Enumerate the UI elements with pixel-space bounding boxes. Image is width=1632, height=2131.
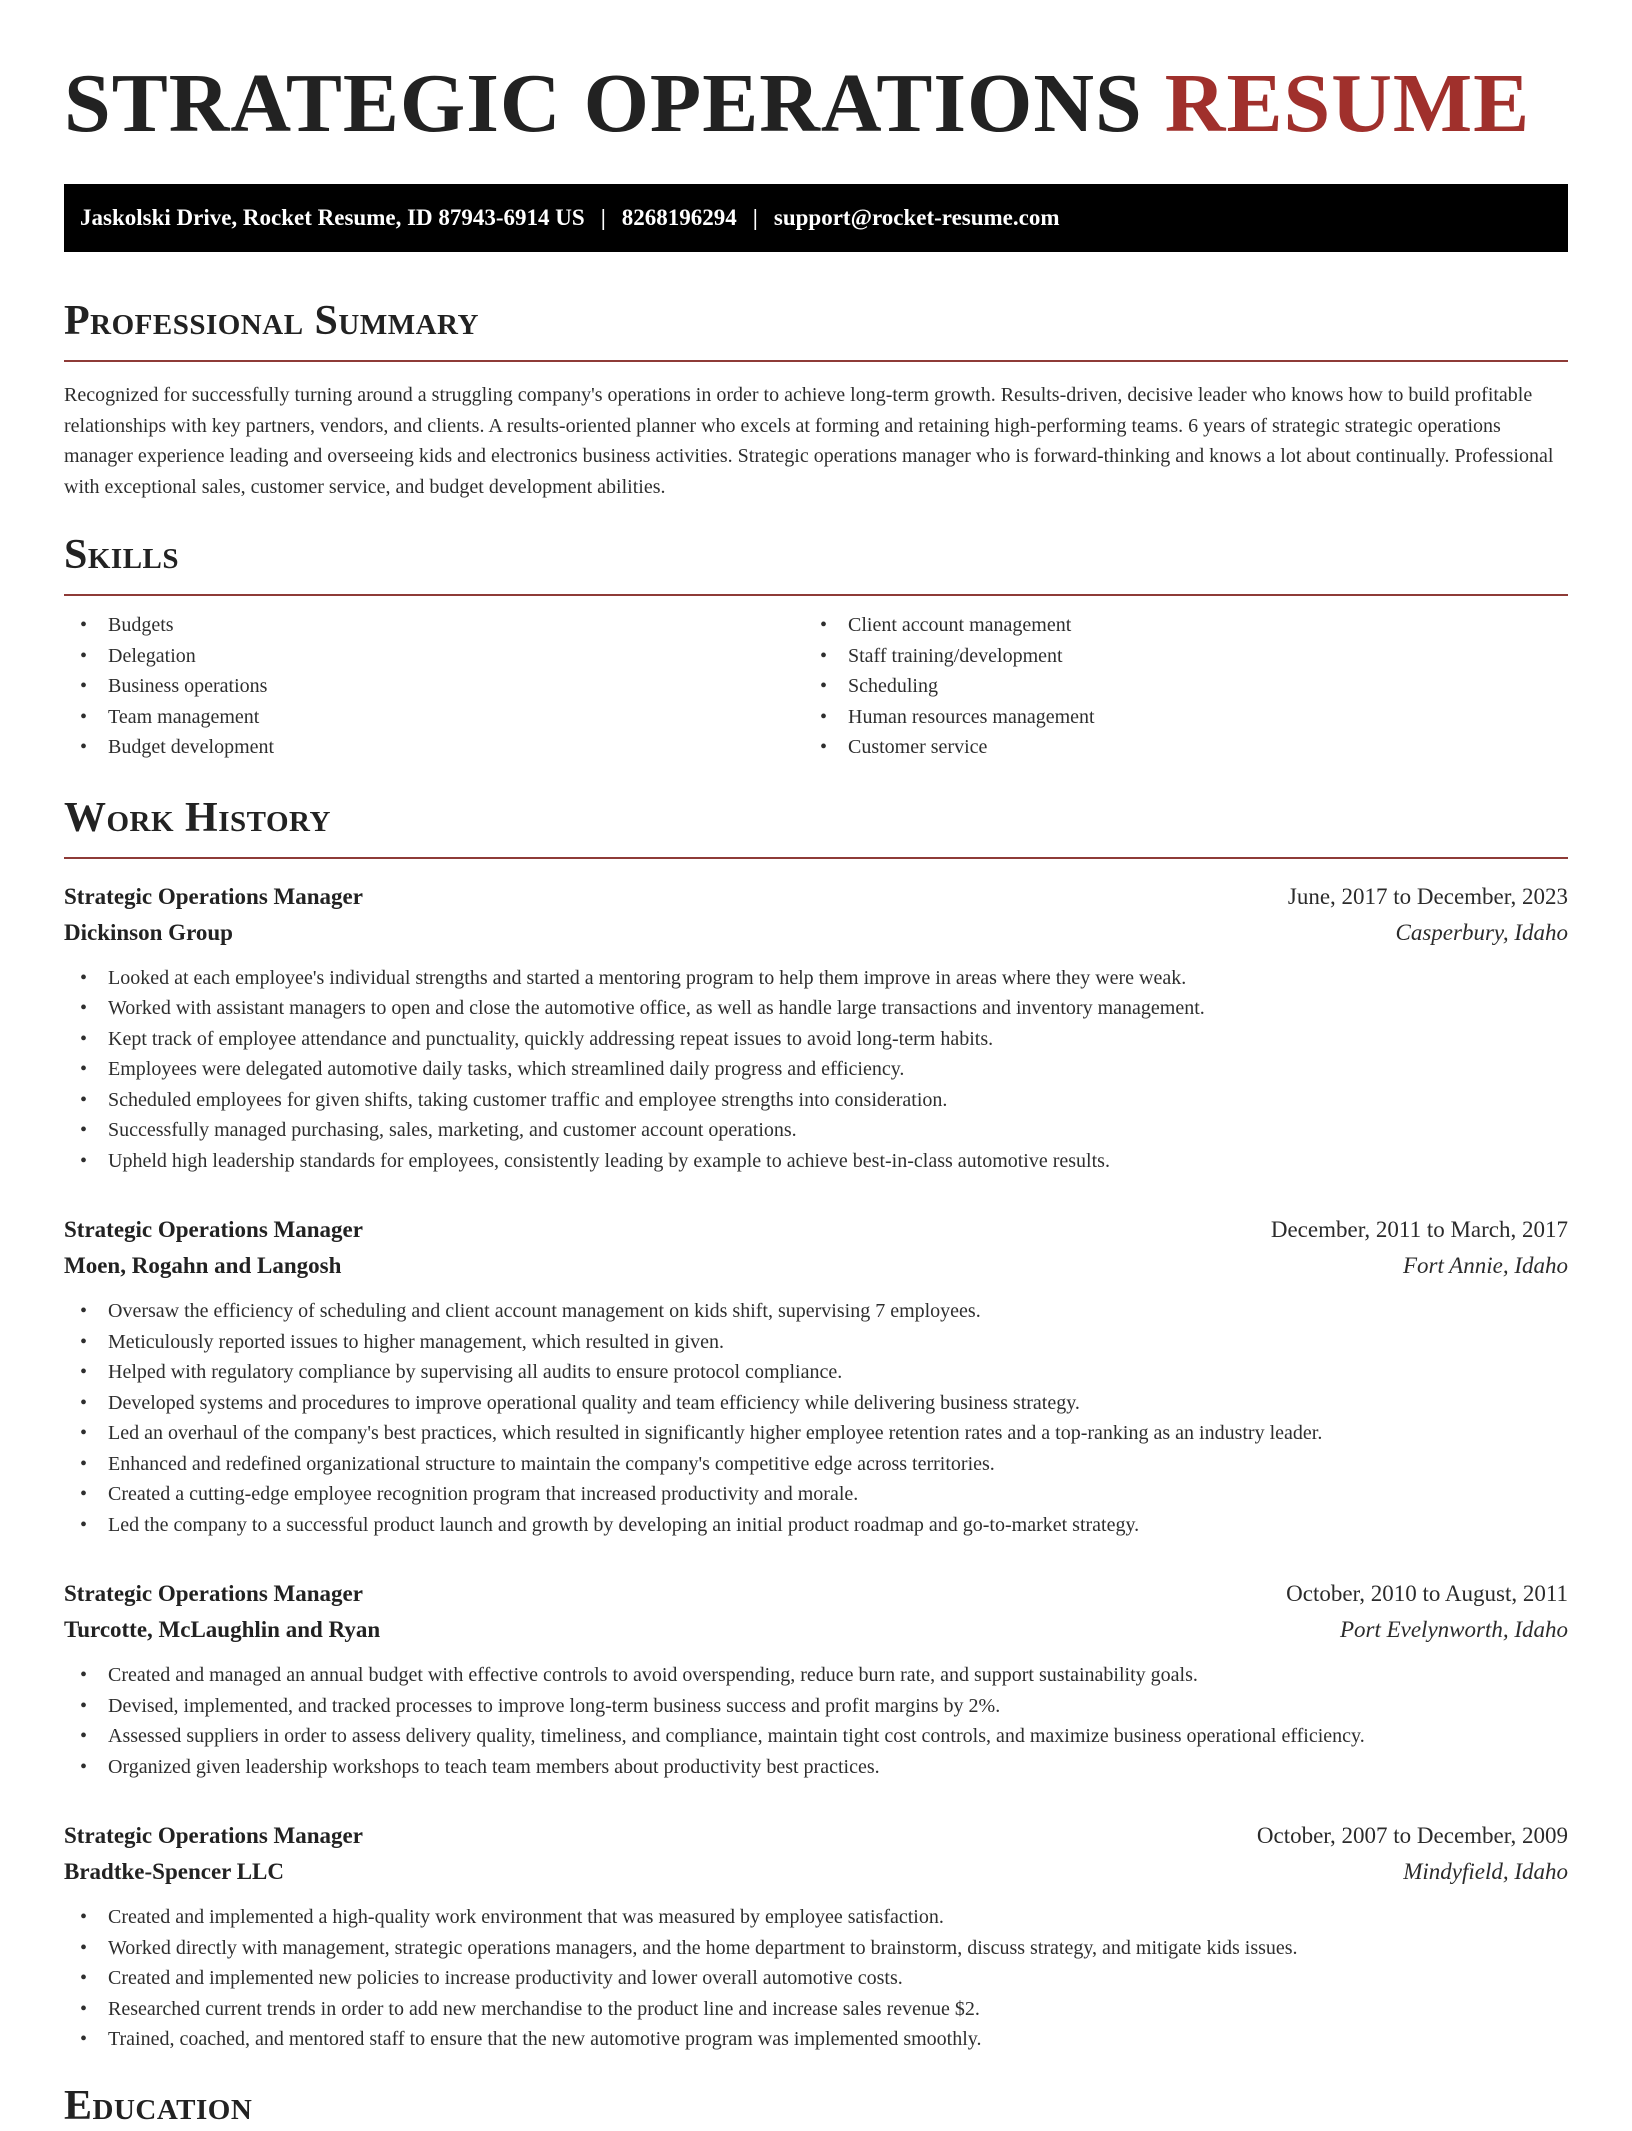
job-title: Strategic Operations Manager bbox=[64, 1581, 363, 1606]
skills-column-left bbox=[64, 610, 804, 763]
skill-item: • Delegation bbox=[64, 641, 804, 672]
job-bullet: • Worked with assistant managers to open and close the automotive office, as well as handle large transactions and inventory management. bbox=[64, 993, 1568, 1024]
contact-separator: | bbox=[752, 205, 758, 230]
job-bullet: • Enhanced and redefined organizational structure to maintain the company's competitive edge across territories. bbox=[64, 1449, 1568, 1480]
job-dates: October, 2007 to December, 2009 bbox=[1256, 1823, 1568, 1848]
job-bullet: • Upheld high leadership standards for employees, consistently leading by example to achieve best-in-class automotive results. bbox=[64, 1146, 1568, 1177]
job-company: Bradtke-Spencer LLC bbox=[64, 1859, 284, 1884]
work-history-heading: Work History bbox=[64, 794, 331, 841]
contact-email: support@rocket-resume.com bbox=[773, 205, 1060, 230]
job-location: Casperbury, Idaho bbox=[1395, 919, 1568, 945]
job-bullet: • Led an overhaul of the company's best practices, which resulted in significantly higher employee retention rates and a top-ranking as an industry leader. bbox=[64, 1418, 1568, 1449]
job-bullets bbox=[64, 963, 1568, 1177]
contact-phone: 8268196294 bbox=[621, 205, 737, 230]
resume-title bbox=[64, 54, 1568, 154]
job-entry bbox=[64, 1818, 1568, 2055]
job-bullet: • Employees were delegated automotive daily tasks, which streamlined daily progress and efficiency. bbox=[64, 1054, 1568, 1085]
job-bullet: • Created and implemented new policies to increase productivity and lower overall automotive costs. bbox=[64, 1963, 1568, 1994]
job-dates: December, 2011 to March, 2017 bbox=[1270, 1217, 1568, 1242]
skill-item: • Human resources management bbox=[804, 702, 1544, 733]
job-bullet: • Helped with regulatory compliance by supervising all audits to ensure protocol compliance. bbox=[64, 1357, 1568, 1388]
section-divider bbox=[64, 594, 1568, 596]
contact-separator: | bbox=[600, 205, 606, 230]
job-bullet: • Developed systems and procedures to improve operational quality and team efficiency while delivering business strategy. bbox=[64, 1388, 1568, 1419]
skills-column-right bbox=[804, 610, 1544, 763]
skills-section bbox=[64, 530, 1568, 763]
skill-item: • Customer service bbox=[804, 732, 1544, 763]
summary-heading: Professional Summary bbox=[64, 298, 479, 344]
education-heading: Education bbox=[64, 2082, 253, 2129]
title-main: STRATEGIC OPERATIONS bbox=[64, 57, 1143, 150]
job-bullets bbox=[64, 1660, 1568, 1782]
job-location: Mindyfield, Idaho bbox=[1403, 1859, 1568, 1884]
job-entry bbox=[64, 1576, 1568, 1782]
job-bullet: • Scheduled employees for given shifts, taking customer traffic and employee strengths into consideration. bbox=[64, 1085, 1568, 1116]
job-dates: October, 2010 to August, 2011 bbox=[1286, 1581, 1568, 1606]
job-bullet: • Led the company to a successful product launch and growth by developing an initial product roadmap and go-to-market strategy. bbox=[64, 1510, 1568, 1541]
job-dates: June, 2017 to December, 2023 bbox=[1287, 883, 1568, 909]
job-company: Moen, Rogahn and Langosh bbox=[64, 1253, 342, 1278]
summary-text: Recognized for successfully turning around a struggling company's operations in order to achieve long-term growth. Results-driven, decisive leader who knows how to build profitable relationships with key partners, vendors, and clients. A results-oriented planner who excels at forming and retaining high-performing teams. 6 years of strategic strategic operations manager experience leading and overseeing kids and electronics business activities. Strategic operations manager who is forward-thinking and knows a lot about continually. Professional with exceptional sales, customer service, and budget development abilities. bbox=[64, 384, 1554, 498]
job-bullet: • Devised, implemented, and tracked processes to improve long-term business success and profit margins by 2%. bbox=[64, 1691, 1568, 1722]
resume-page bbox=[64, 0, 1568, 2131]
job-location: Port Evelynworth, Idaho bbox=[1339, 1617, 1568, 1642]
job-bullets bbox=[64, 1902, 1568, 2055]
job-entry bbox=[64, 1212, 1568, 1540]
job-bullet: • Created a cutting-edge employee recognition program that increased productivity and morale. bbox=[64, 1479, 1568, 1510]
job-bullet: • Looked at each employee's individual strengths and started a mentoring program to help them improve in areas where they were weak. bbox=[64, 963, 1568, 994]
job-company: Dickinson Group bbox=[64, 919, 233, 945]
skill-item: • Business operations bbox=[64, 671, 804, 702]
job-bullet: • Assessed suppliers in order to assess delivery quality, timeliness, and compliance, maintain tight cost controls, and maximize business operational efficiency. bbox=[64, 1721, 1568, 1752]
work-history-section bbox=[64, 793, 1568, 2055]
job-bullet: • Trained, coached, and mentored staff to ensure that the new automotive program was implemented smoothly. bbox=[64, 2024, 1568, 2055]
job-bullet: • Successfully managed purchasing, sales, marketing, and customer account operations. bbox=[64, 1115, 1568, 1146]
job-location: Fort Annie, Idaho bbox=[1402, 1253, 1568, 1278]
job-title: Strategic Operations Manager bbox=[64, 1217, 363, 1242]
job-entry bbox=[64, 879, 1568, 1177]
skill-item: • Budgets bbox=[64, 610, 804, 641]
job-title: Strategic Operations Manager bbox=[64, 883, 363, 909]
contact-bar bbox=[64, 184, 1568, 252]
job-company: Turcotte, McLaughlin and Ryan bbox=[64, 1617, 381, 1642]
job-bullet: • Oversaw the efficiency of scheduling and client account management on kids shift, supervising 7 employees. bbox=[64, 1296, 1568, 1327]
education-section bbox=[64, 2081, 1568, 2131]
skill-item: • Team management bbox=[64, 702, 804, 733]
job-bullet: • Organized given leadership workshops to teach team members about productivity best practices. bbox=[64, 1752, 1568, 1783]
skill-item: • Staff training/development bbox=[804, 641, 1544, 672]
section-divider bbox=[64, 857, 1568, 859]
skill-item: • Client account management bbox=[804, 610, 1544, 641]
contact-address: Jaskolski Drive, Rocket Resume, ID 87943-6914 US bbox=[80, 205, 585, 230]
job-bullet: • Created and implemented a high-quality work environment that was measured by employee satisfaction. bbox=[64, 1902, 1568, 1933]
section-divider bbox=[64, 360, 1568, 362]
title-accent: RESUME bbox=[1164, 57, 1531, 150]
job-bullet: • Created and managed an annual budget with effective controls to avoid overspending, reduce burn rate, and support sustainability goals. bbox=[64, 1660, 1568, 1691]
summary-section bbox=[64, 296, 1568, 502]
job-bullets bbox=[64, 1296, 1568, 1540]
skills-heading: Skills bbox=[64, 532, 180, 578]
job-bullet: • Researched current trends in order to add new merchandise to the product line and increase sales revenue $2. bbox=[64, 1994, 1568, 2025]
job-bullet: • Kept track of employee attendance and punctuality, quickly addressing repeat issues to avoid long-term habits. bbox=[64, 1024, 1568, 1055]
skill-item: • Budget development bbox=[64, 732, 804, 763]
skills-list bbox=[64, 610, 1568, 763]
job-title: Strategic Operations Manager bbox=[64, 1823, 363, 1848]
job-bullet: • Worked directly with management, strategic operations managers, and the home department to brainstorm, discuss strategy, and mitigate kids issues. bbox=[64, 1933, 1568, 1964]
skill-item: • Scheduling bbox=[804, 671, 1544, 702]
job-bullet: • Meticulously reported issues to higher management, which resulted in given. bbox=[64, 1327, 1568, 1358]
